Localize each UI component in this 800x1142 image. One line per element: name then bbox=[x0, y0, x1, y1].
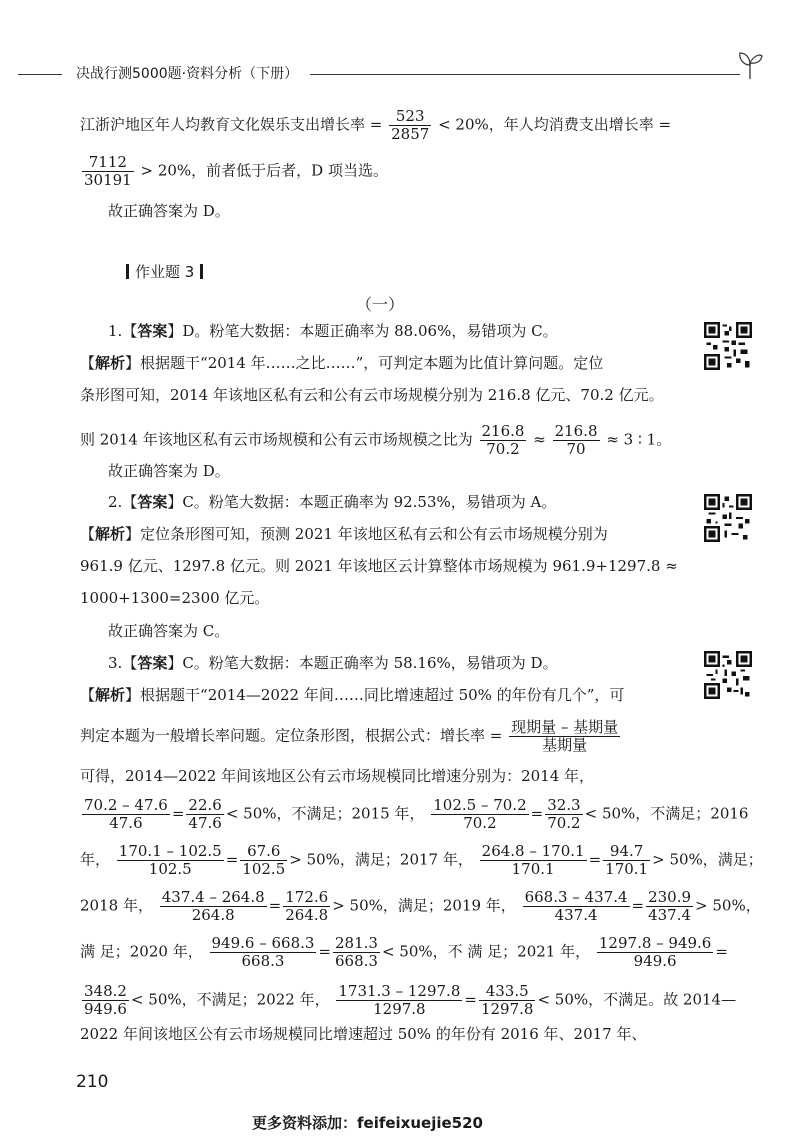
q1-conclusion: 故正确答案为 D。 bbox=[108, 462, 230, 480]
analysis-text: ≈ 3 ∶ 1。 bbox=[606, 430, 672, 449]
analysis-label: 解析 bbox=[95, 686, 126, 704]
analysis-text: 】根据题干“2014—2022 年间……同比增速超过 50% 的年份有几个”，可 bbox=[125, 686, 625, 704]
book-title: 决战行测5000题·资料分析（下册） bbox=[76, 66, 299, 82]
fraction-numerator: 281.3 bbox=[335, 934, 378, 952]
fraction-numerator: 1297.8 – 949.6 bbox=[598, 934, 712, 952]
fraction bbox=[186, 797, 223, 832]
bracket: 【 bbox=[80, 686, 96, 704]
fraction-numerator: 94.7 bbox=[603, 843, 650, 861]
intro-text: 江浙沪地区年人均教育文化娱乐支出增长率 = bbox=[80, 115, 383, 134]
equals-sign: = bbox=[631, 896, 645, 915]
fraction bbox=[523, 889, 630, 924]
equals-sign: = bbox=[530, 804, 544, 823]
equals-sign: = bbox=[588, 850, 602, 869]
header-rule-right bbox=[310, 74, 740, 75]
fraction bbox=[479, 983, 536, 1018]
q3-last-line: 2022 年间该地区公有云市场规模同比增速超过 50% 的年份有 2016 年、2017 年、 bbox=[80, 1025, 647, 1043]
bracket: 【 bbox=[80, 354, 96, 372]
analysis-text: 判定本题为一般增长率问题。定位条形图，根据公式：增长率 = bbox=[80, 726, 503, 745]
fraction bbox=[431, 797, 528, 832]
fraction-numerator: 70.2 – 47.6 bbox=[84, 796, 168, 814]
fraction-denominator: 437.4 bbox=[554, 906, 598, 924]
equals-sign: = bbox=[268, 896, 282, 915]
fraction-numerator: 437.4 – 264.8 bbox=[161, 888, 265, 906]
calc-text: > 50%， bbox=[695, 896, 761, 915]
fraction-denominator: 437.4 bbox=[648, 906, 692, 924]
calc-text: 2018 年， bbox=[80, 896, 153, 915]
section-bar bbox=[200, 264, 203, 279]
fraction bbox=[603, 843, 650, 878]
fraction-numerator: 668.3 – 437.4 bbox=[524, 888, 628, 906]
calc-line-2016-2017 bbox=[80, 843, 763, 878]
fraction-denominator: 2857 bbox=[391, 125, 430, 143]
calc-text: > 50%，满足； bbox=[652, 850, 763, 869]
q1-analysis-line-2: 条形图可知，2014 年该地区私有云和公有云市场规模分别为 216.8 亿元、70.2 亿元。 bbox=[80, 386, 664, 404]
fraction-numerator: 523 bbox=[389, 108, 431, 126]
answer-label: 答案 bbox=[137, 322, 168, 340]
header-rule-left bbox=[18, 74, 62, 75]
section-title bbox=[120, 261, 209, 282]
analysis-label: 解析 bbox=[95, 525, 126, 543]
fraction-denominator: 170.1 bbox=[605, 860, 649, 878]
fraction bbox=[82, 154, 134, 189]
qr-code-icon[interactable] bbox=[704, 322, 752, 370]
fraction-numerator: 949.6 – 668.3 bbox=[211, 934, 315, 952]
q2-number: 2.【 bbox=[108, 493, 138, 511]
q3-answer bbox=[108, 653, 558, 673]
calc-text: 年， bbox=[80, 850, 111, 869]
bracket: 【 bbox=[80, 525, 96, 543]
fraction bbox=[160, 889, 267, 924]
calc-text: < 50%，不满足。故 2014— bbox=[537, 990, 737, 1009]
q1-analysis-line-1 bbox=[80, 353, 603, 373]
q3-number: 3.【 bbox=[108, 654, 138, 672]
q1-number: 1.【 bbox=[108, 322, 138, 340]
page-number: 210 bbox=[76, 1072, 109, 1092]
fraction-denominator: 668.3 bbox=[335, 952, 378, 970]
fraction bbox=[333, 935, 380, 970]
calc-text: < 50%，不 满 足；2021 年， bbox=[381, 942, 591, 961]
q3-analysis-line-1 bbox=[80, 685, 624, 705]
calc-line-2014-2016 bbox=[80, 797, 748, 832]
fraction-denominator: 264.8 bbox=[285, 906, 329, 924]
approx-sign: ≈ bbox=[533, 430, 546, 449]
fraction-denominator: 668.3 bbox=[241, 952, 285, 970]
fraction bbox=[389, 108, 431, 143]
q2-conclusion: 故正确答案为 C。 bbox=[108, 622, 230, 640]
analysis-text: 】定位条形图可知，预测 2021 年该地区私有云和公有云市场规模分别为 bbox=[125, 525, 608, 543]
fraction bbox=[646, 889, 693, 924]
q2-analysis-line-3: 1000+1300=2300 亿元。 bbox=[80, 589, 270, 607]
fraction-denominator: 30191 bbox=[84, 171, 132, 189]
fraction-numerator: 1731.3 – 1297.8 bbox=[338, 982, 461, 1000]
fraction-denominator: 47.6 bbox=[188, 814, 222, 832]
analysis-text: 】根据题干“2014 年……之比……”，可判定本题为比值计算问题。定位 bbox=[125, 354, 604, 372]
fraction-numerator: 216.8 bbox=[554, 422, 598, 440]
fraction-numerator: 433.5 bbox=[479, 983, 536, 1001]
section-bar bbox=[126, 264, 129, 279]
fraction-denominator: 102.5 bbox=[148, 860, 192, 878]
equals-sign: = bbox=[171, 804, 185, 823]
fraction-denominator: 1297.8 bbox=[480, 1000, 534, 1018]
fraction-numerator: 230.9 bbox=[648, 888, 692, 906]
answer-label: 答案 bbox=[137, 654, 168, 672]
equals-sign: = bbox=[225, 850, 239, 869]
equals-sign: = bbox=[715, 942, 728, 961]
intro-conclusion: 故正确答案为 D。 bbox=[108, 202, 230, 220]
q2-analysis-line-1 bbox=[80, 524, 608, 544]
fraction bbox=[480, 843, 587, 878]
fraction-numerator: 172.6 bbox=[285, 888, 329, 906]
qr-code-icon[interactable] bbox=[704, 494, 752, 542]
calc-line-2021-2022 bbox=[80, 983, 736, 1018]
equals-sign: = bbox=[318, 942, 331, 961]
fraction-denominator: 102.5 bbox=[242, 860, 286, 878]
equals-sign: = bbox=[464, 990, 477, 1009]
fraction-denominator: 基期量 bbox=[542, 736, 588, 754]
fraction bbox=[553, 423, 600, 458]
fraction bbox=[82, 983, 129, 1018]
fraction bbox=[82, 797, 170, 832]
fraction-denominator: 70.2 bbox=[486, 440, 520, 458]
running-header bbox=[0, 44, 800, 84]
calc-text: > 50%，满足；2019 年， bbox=[332, 896, 516, 915]
fraction-denominator: 70 bbox=[566, 440, 586, 458]
q2-answer bbox=[108, 492, 556, 512]
fraction-denominator: 170.1 bbox=[511, 860, 555, 878]
fraction bbox=[283, 889, 330, 924]
fraction bbox=[336, 983, 462, 1018]
calc-text: < 50%，不满足；2015 年， bbox=[225, 804, 425, 823]
subsection-title: （一） bbox=[356, 295, 405, 314]
section-title-text: 作业题 3 bbox=[135, 263, 195, 281]
fraction bbox=[545, 797, 582, 832]
fraction-numerator: 216.8 bbox=[481, 422, 525, 440]
fraction bbox=[210, 935, 317, 970]
fraction-numerator: 102.5 – 70.2 bbox=[433, 796, 527, 814]
calc-text: 满 足；2020 年， bbox=[80, 942, 203, 961]
sprout-icon bbox=[736, 47, 764, 81]
q1-analysis-line-3 bbox=[80, 423, 671, 458]
q3-answer-text: 】C。粉笔大数据：本题正确率为 58.16%，易错项为 D。 bbox=[167, 654, 558, 672]
calc-line-2020-2021 bbox=[80, 935, 728, 970]
fraction-denominator: 264.8 bbox=[191, 906, 235, 924]
q3-analysis-line-3: 可得，2014—2022 年间该地区公有云市场规模同比增速分别为：2014 年， bbox=[80, 767, 595, 785]
qr-code-icon[interactable] bbox=[704, 651, 752, 699]
fraction-denominator: 70.2 bbox=[547, 814, 581, 832]
footer-note: 更多资料添加：feifeixuejie520 bbox=[252, 1114, 483, 1132]
calc-text: < 50%，不满足；2016 bbox=[584, 804, 749, 823]
fraction bbox=[240, 843, 287, 878]
fraction-numerator: 22.6 bbox=[188, 796, 222, 814]
fraction-numerator: 32.3 bbox=[547, 796, 581, 814]
growth-formula bbox=[509, 719, 620, 754]
q2-analysis-line-2: 961.9 亿元、1297.8 亿元。则 2021 年该地区云计算整体市场规模为 961.9+1297.8 ≈ bbox=[80, 557, 678, 575]
fraction-numerator: 170.1 – 102.5 bbox=[118, 842, 222, 860]
fraction-denominator: 949.6 bbox=[633, 952, 677, 970]
fraction-denominator: 70.2 bbox=[463, 814, 497, 832]
q1-answer bbox=[108, 321, 558, 341]
fraction-numerator: 现期量 – 基期量 bbox=[511, 718, 619, 736]
analysis-label: 解析 bbox=[95, 354, 126, 372]
intro-line-1 bbox=[80, 108, 671, 143]
q1-answer-text: 】D。粉笔大数据：本题正确率为 88.06%，易错项为 C。 bbox=[167, 322, 558, 340]
q2-answer-text: 】C。粉笔大数据：本题正确率为 92.53%，易错项为 A。 bbox=[167, 493, 557, 511]
calc-text: < 50%，不满足；2022 年， bbox=[130, 990, 330, 1009]
fraction-numerator: 264.8 – 170.1 bbox=[481, 842, 585, 860]
fraction bbox=[480, 423, 527, 458]
calc-text: > 50%，满足；2017 年， bbox=[289, 850, 473, 869]
calc-line-2018-2019 bbox=[80, 889, 761, 924]
fraction bbox=[117, 843, 224, 878]
fraction-denominator: 1297.8 bbox=[373, 1000, 426, 1018]
intro-line-2 bbox=[80, 154, 388, 189]
intro-text: < 20%，年人均消费支出增长率 = bbox=[438, 115, 672, 134]
fraction-numerator: 67.6 bbox=[240, 843, 287, 861]
answer-label: 答案 bbox=[137, 493, 168, 511]
intro-text: > 20%，前者低于后者，D 项当选。 bbox=[140, 161, 388, 180]
fraction bbox=[597, 935, 713, 970]
fraction-denominator: 47.6 bbox=[109, 814, 143, 832]
fraction-denominator: 949.6 bbox=[84, 1000, 127, 1018]
q3-analysis-line-2 bbox=[80, 719, 622, 754]
fraction-numerator: 348.2 bbox=[84, 982, 127, 1000]
fraction-numerator: 7112 bbox=[82, 154, 134, 172]
analysis-text: 则 2014 年该地区私有云市场规模和公有云市场规模之比为 bbox=[80, 430, 473, 449]
